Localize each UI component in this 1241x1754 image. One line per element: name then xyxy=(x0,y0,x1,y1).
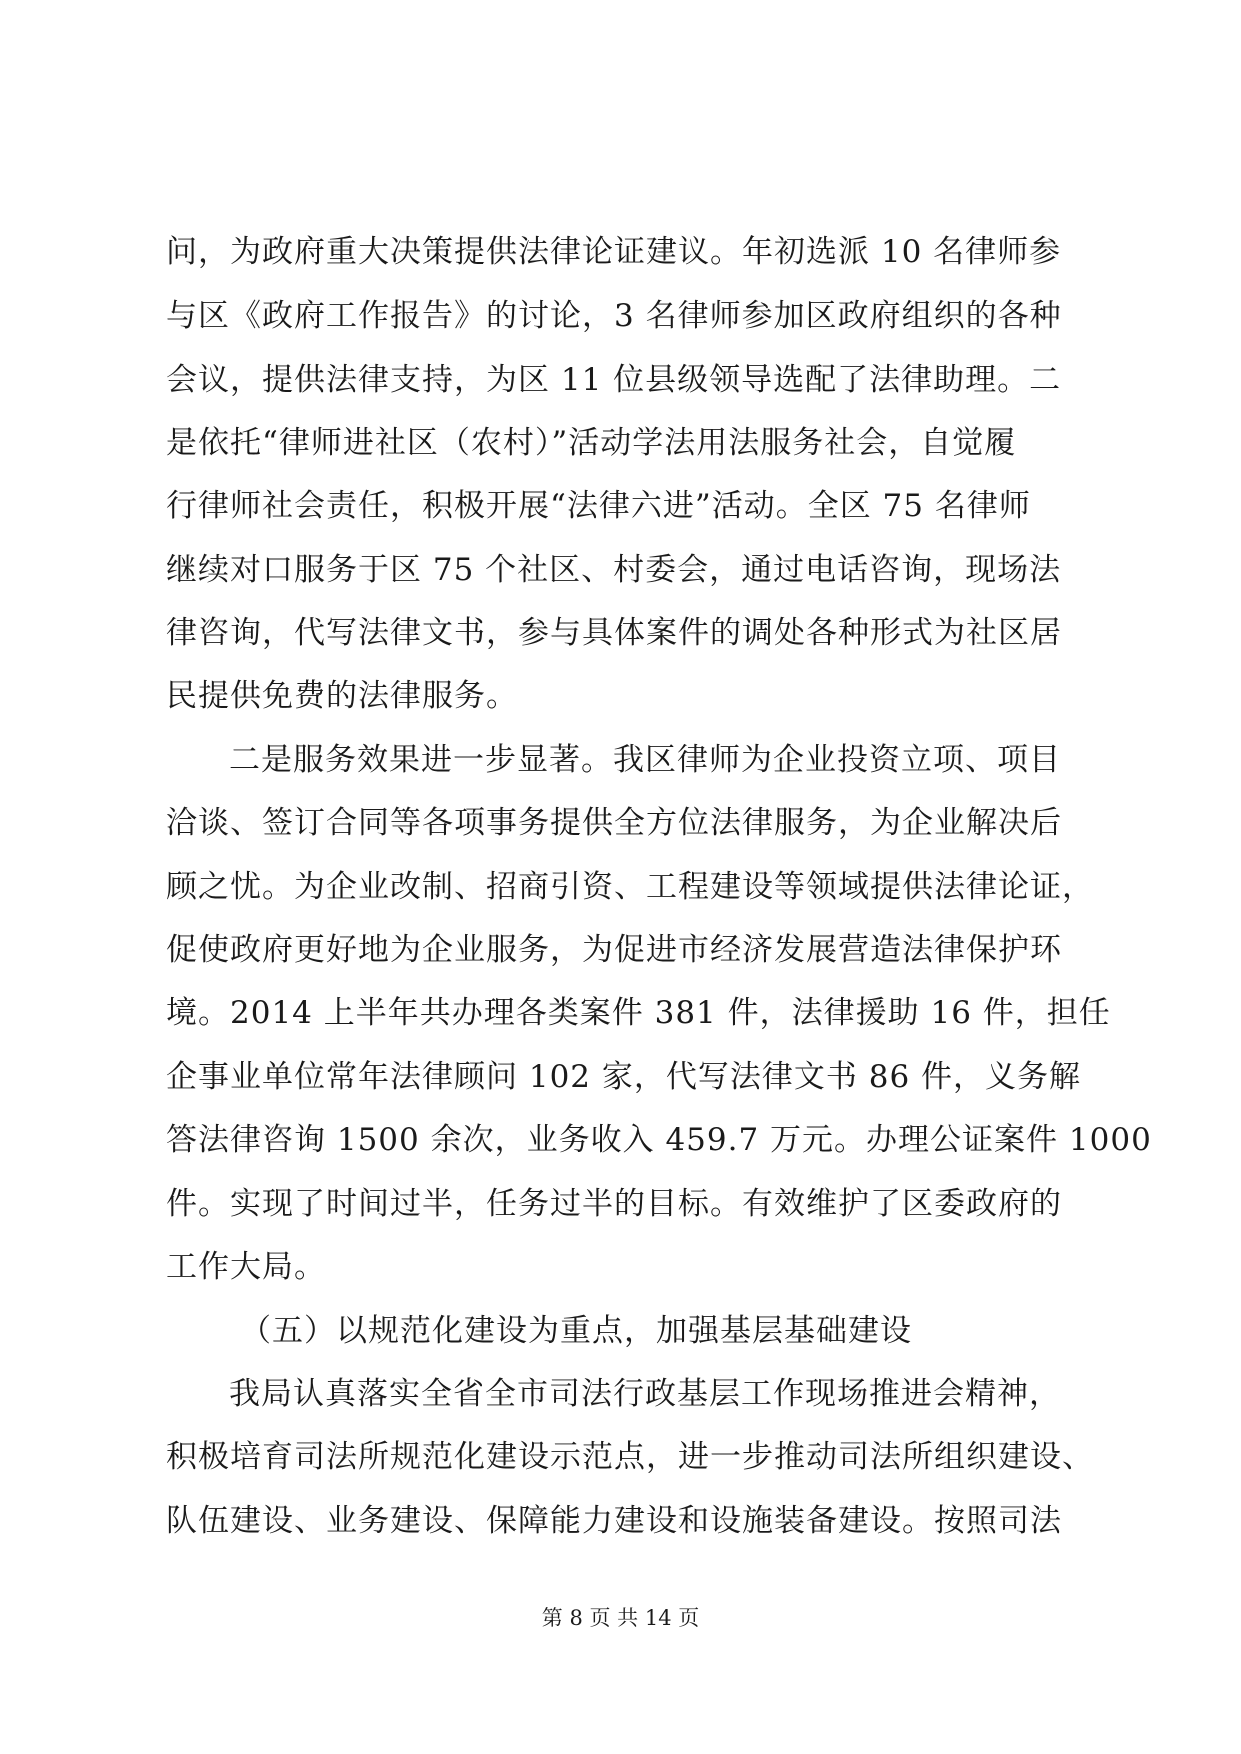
section-heading: （五）以规范化建设为重点，加强基层基础建设 xyxy=(240,1313,912,1349)
paragraph-first-line: 二是服务效果进一步显著。我区律师为企业投资立项、项目 xyxy=(229,742,1061,778)
body-text-line: 民提供免费的法律服务。 xyxy=(166,678,518,714)
body-text-line: 工作大局。 xyxy=(166,1249,326,1285)
body-text-line: 与区《政府工作报告》的讨论，3 名律师参加区政府组织的各种 xyxy=(166,298,1062,334)
body-text-line: 队伍建设、业务建设、保障能力建设和设施装备建设。按照司法 xyxy=(166,1503,1062,1539)
body-text-line: 是依托“律师进社区（农村）”活动学法用法服务社会，自觉履 xyxy=(166,425,1017,461)
body-text-line: 会议，提供法律支持，为区 11 位县级领导选配了法律助理。二 xyxy=(166,362,1062,398)
paragraph-first-line: 我局认真落实全省全市司法行政基层工作现场推进会精神， xyxy=(229,1376,1061,1412)
body-text-line: 件。实现了时间过半，任务过半的目标。有效维护了区委政府的 xyxy=(166,1186,1062,1222)
body-text-line: 促使政府更好地为企业服务，为促进市经济发展营造法律保护环 xyxy=(166,932,1062,968)
body-text-line: 答法律咨询 1500 余次，业务收入 459.7 万元。办理公证案件 1000 xyxy=(166,1122,1152,1158)
body-text-line: 顾之忧。为企业改制、招商引资、工程建设等领域提供法律论证， xyxy=(166,869,1094,905)
body-text-line: 行律师社会责任，积极开展“法律六进”活动。全区 75 名律师 xyxy=(166,488,1031,524)
body-text-line: 积极培育司法所规范化建设示范点，进一步推动司法所组织建设、 xyxy=(166,1439,1094,1475)
page-footer: 第 8 页 共 14 页 xyxy=(541,1606,700,1630)
body-text-line: 继续对口服务于区 75 个社区、村委会，通过电话咨询，现场法 xyxy=(166,552,1062,588)
body-text-line: 洽谈、签订合同等各项事务提供全方位法律服务，为企业解决后 xyxy=(166,805,1062,841)
body-text-line: 问，为政府重大决策提供法律论证建议。年初选派 10 名律师参 xyxy=(166,234,1062,270)
body-text-line: 企事业单位常年法律顾问 102 家，代写法律文书 86 件，义务解 xyxy=(166,1059,1082,1095)
body-text-line: 律咨询，代写法律文书，参与具体案件的调处各种形式为社区居 xyxy=(166,615,1062,651)
body-text-line: 境。2014 上半年共办理各类案件 381 件，法律援助 16 件，担任 xyxy=(166,995,1111,1031)
